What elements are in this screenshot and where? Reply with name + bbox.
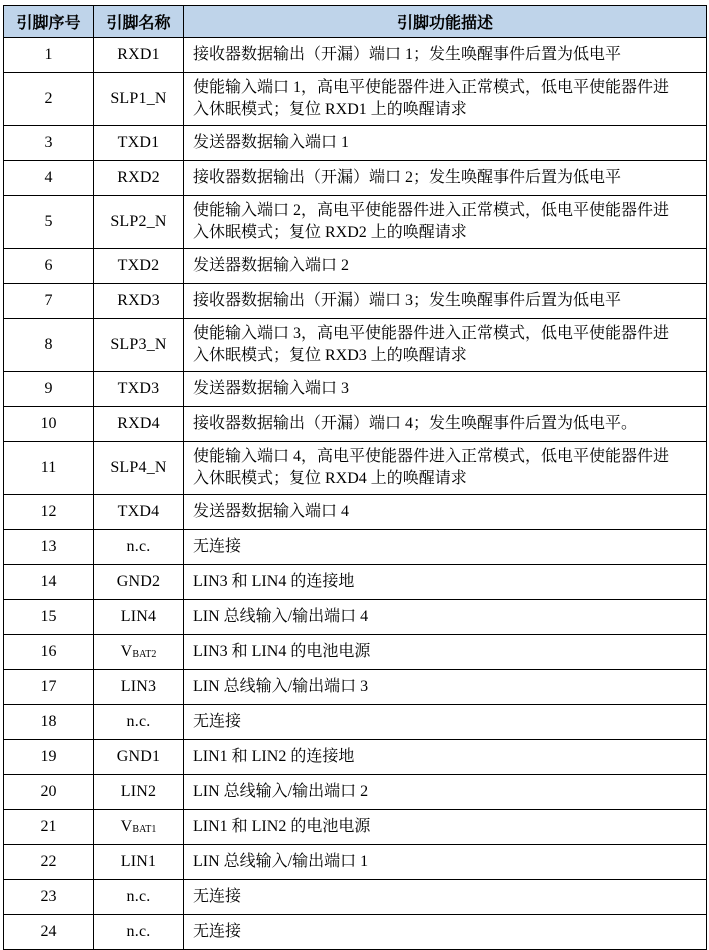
pin-name-text: n.c. xyxy=(126,888,151,905)
pin-description-cell: 无连接 xyxy=(184,880,707,915)
pin-number-cell: 18 xyxy=(4,705,94,740)
table-row xyxy=(4,705,707,740)
pin-name-cell xyxy=(94,38,184,73)
header-cell-pin-name: 引脚名称 xyxy=(94,6,184,38)
pin-description-cell: 发送器数据输入端口 3 xyxy=(184,372,707,407)
pin-number-cell: 21 xyxy=(4,810,94,845)
pin-number-cell: 19 xyxy=(4,740,94,775)
table-row xyxy=(4,670,707,705)
pin-name-cell xyxy=(94,600,184,635)
pin-description-cell: LIN3 和 LIN4 的电池电源 xyxy=(184,635,707,670)
pin-description-cell: LIN3 和 LIN4 的连接地 xyxy=(184,565,707,600)
table-row xyxy=(4,38,707,73)
pin-number-cell: 11 xyxy=(4,442,94,495)
pin-description-cell: 无连接 xyxy=(184,915,707,950)
pin-description-cell: 使能输入端口 1，高电平使能器件进入正常模式，低电平使能器件进入休眠模式；复位 RXD1 上的唤醒请求 xyxy=(184,73,707,126)
pin-number-cell: 6 xyxy=(4,249,94,284)
table-row xyxy=(4,845,707,880)
pin-description-cell: 无连接 xyxy=(184,705,707,740)
pin-number-cell: 15 xyxy=(4,600,94,635)
table-row xyxy=(4,635,707,670)
pin-number-cell: 12 xyxy=(4,495,94,530)
table-row xyxy=(4,530,707,565)
pin-description-cell: 使能输入端口 2，高电平使能器件进入正常模式，低电平使能器件进入休眠模式；复位 RXD2 上的唤醒请求 xyxy=(184,196,707,249)
pin-description-cell: 发送器数据输入端口 1 xyxy=(184,126,707,161)
table-row xyxy=(4,73,707,126)
pin-name-cell xyxy=(94,126,184,161)
pin-description-cell: LIN1 和 LIN2 的连接地 xyxy=(184,740,707,775)
pin-name-text: TXD3 xyxy=(117,380,160,397)
pin-number-cell: 1 xyxy=(4,38,94,73)
pin-name-text: RXD1 xyxy=(117,46,160,63)
pin-name-text: TXD1 xyxy=(117,134,160,151)
pin-description-cell: LIN 总线输入/输出端口 1 xyxy=(184,845,707,880)
pin-number-cell: 4 xyxy=(4,161,94,196)
table-row xyxy=(4,249,707,284)
pin-description-cell: LIN 总线输入/输出端口 4 xyxy=(184,600,707,635)
pin-name-text: GND2 xyxy=(116,573,161,590)
table-row xyxy=(4,372,707,407)
pin-name-text: n.c. xyxy=(126,923,151,940)
pin-description-cell: LIN 总线输入/输出端口 2 xyxy=(184,775,707,810)
header-cell-pin-number: 引脚序号 xyxy=(4,6,94,38)
pin-name-text: V xyxy=(120,818,133,835)
header-cell-pin-description: 引脚功能描述 xyxy=(184,6,707,38)
pin-name-cell xyxy=(94,740,184,775)
table-row xyxy=(4,810,707,845)
header-row xyxy=(4,6,707,38)
pin-name-cell xyxy=(94,635,184,670)
pin-description-cell: 接收器数据输出（开漏）端口 1；发生唤醒事件后置为低电平 xyxy=(184,38,707,73)
table-row xyxy=(4,319,707,372)
pin-description-cell: LIN 总线输入/输出端口 3 xyxy=(184,670,707,705)
table-row xyxy=(4,126,707,161)
pin-name-text: SLP1_N xyxy=(110,90,167,107)
pin-number-cell: 14 xyxy=(4,565,94,600)
pin-number-cell: 17 xyxy=(4,670,94,705)
pin-description-cell: LIN1 和 LIN2 的电池电源 xyxy=(184,810,707,845)
pin-description-cell: 接收器数据输出（开漏）端口 4；发生唤醒事件后置为低电平。 xyxy=(184,407,707,442)
table-row xyxy=(4,284,707,319)
pin-name-cell xyxy=(94,407,184,442)
pin-name-text: LIN3 xyxy=(120,678,157,695)
pin-number-cell: 16 xyxy=(4,635,94,670)
pin-description-cell: 接收器数据输出（开漏）端口 3；发生唤醒事件后置为低电平 xyxy=(184,284,707,319)
pin-description-cell: 使能输入端口 4，高电平使能器件进入正常模式，低电平使能器件进入休眠模式；复位 RXD4 上的唤醒请求 xyxy=(184,442,707,495)
pin-number-cell: 24 xyxy=(4,915,94,950)
pin-name-subscript: BAT2 xyxy=(132,649,157,660)
pin-number-cell: 23 xyxy=(4,880,94,915)
pin-name-text: GND1 xyxy=(116,748,161,765)
pin-name-cell xyxy=(94,775,184,810)
pin-name-text: LIN1 xyxy=(120,853,157,870)
table-row xyxy=(4,407,707,442)
pin-number-cell: 8 xyxy=(4,319,94,372)
pin-number-cell: 9 xyxy=(4,372,94,407)
pin-name-text: n.c. xyxy=(126,538,151,555)
pin-name-cell xyxy=(94,319,184,372)
table-row xyxy=(4,915,707,950)
pin-name-cell xyxy=(94,284,184,319)
table-row xyxy=(4,775,707,810)
table-row xyxy=(4,196,707,249)
pin-name-text: TXD2 xyxy=(117,257,160,274)
pin-name-cell xyxy=(94,810,184,845)
pin-name-cell xyxy=(94,196,184,249)
table-row xyxy=(4,600,707,635)
pin-description-cell: 接收器数据输出（开漏）端口 2；发生唤醒事件后置为低电平 xyxy=(184,161,707,196)
table-row xyxy=(4,495,707,530)
pin-name-text: RXD4 xyxy=(117,415,160,432)
table-row xyxy=(4,740,707,775)
pin-name-cell xyxy=(94,530,184,565)
pin-name-cell xyxy=(94,565,184,600)
pin-name-cell xyxy=(94,73,184,126)
pin-number-cell: 20 xyxy=(4,775,94,810)
pin-name-cell xyxy=(94,880,184,915)
pin-number-cell: 22 xyxy=(4,845,94,880)
table-row xyxy=(4,565,707,600)
pin-name-cell xyxy=(94,670,184,705)
pin-number-cell: 7 xyxy=(4,284,94,319)
pin-number-cell: 13 xyxy=(4,530,94,565)
pin-number-cell: 2 xyxy=(4,73,94,126)
pin-table-body xyxy=(4,38,707,950)
pin-name-cell xyxy=(94,705,184,740)
pin-name-text: LIN2 xyxy=(120,783,157,800)
pin-name-text: SLP4_N xyxy=(110,459,167,476)
pin-description-table xyxy=(3,5,707,950)
pin-description-cell: 发送器数据输入端口 2 xyxy=(184,249,707,284)
pin-name-cell xyxy=(94,442,184,495)
pin-name-text: SLP3_N xyxy=(110,336,167,353)
pin-number-cell: 5 xyxy=(4,196,94,249)
pin-name-cell xyxy=(94,372,184,407)
pin-name-cell xyxy=(94,161,184,196)
pin-name-text: RXD2 xyxy=(117,169,160,186)
pin-description-cell: 无连接 xyxy=(184,530,707,565)
pin-name-cell xyxy=(94,845,184,880)
table-row xyxy=(4,161,707,196)
pin-number-cell: 3 xyxy=(4,126,94,161)
table-header xyxy=(4,6,707,38)
pin-name-text: TXD4 xyxy=(117,503,160,520)
pin-name-text: LIN4 xyxy=(120,608,157,625)
pin-description-cell: 使能输入端口 3，高电平使能器件进入正常模式，低电平使能器件进入休眠模式；复位 RXD3 上的唤醒请求 xyxy=(184,319,707,372)
pin-name-text: RXD3 xyxy=(117,292,160,309)
pin-name-cell xyxy=(94,495,184,530)
pin-name-subscript: BAT1 xyxy=(132,824,157,835)
pin-name-text: SLP2_N xyxy=(110,213,167,230)
table-row xyxy=(4,442,707,495)
table-row xyxy=(4,880,707,915)
pin-name-cell xyxy=(94,249,184,284)
pin-name-text: V xyxy=(120,643,133,660)
pin-name-cell xyxy=(94,915,184,950)
pin-description-cell: 发送器数据输入端口 4 xyxy=(184,495,707,530)
pin-name-text: n.c. xyxy=(126,713,151,730)
pin-number-cell: 10 xyxy=(4,407,94,442)
